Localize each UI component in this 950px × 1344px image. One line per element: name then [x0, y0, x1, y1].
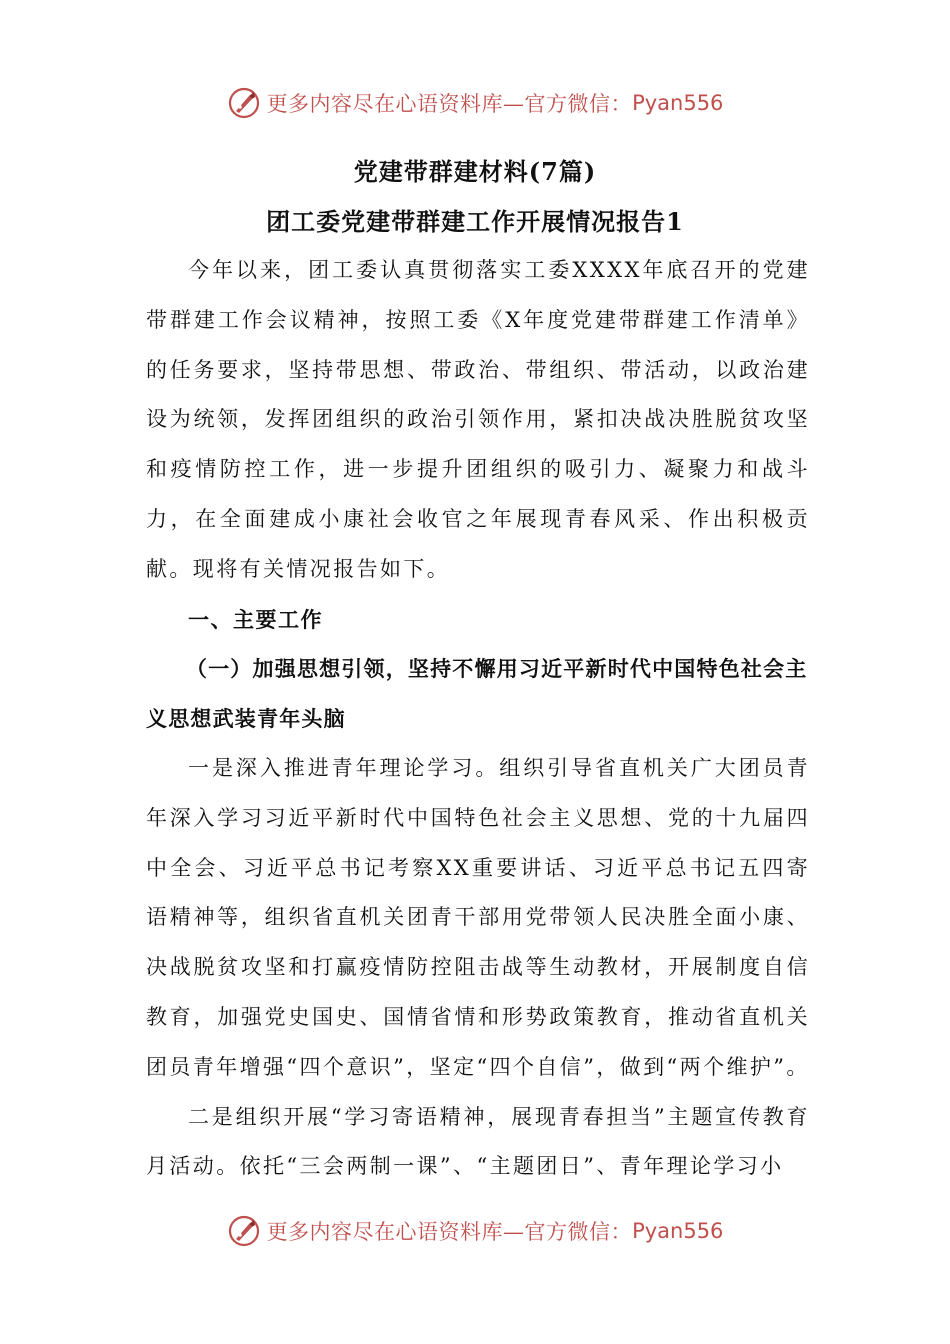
pen-nib-logo-icon [227, 86, 261, 120]
document-body [146, 246, 810, 1192]
document-title: 党建带群建材料(7篇) [353, 157, 597, 186]
subsection-heading-ideology: （一）加强思想引领，坚持不懈用习近平新时代中国特色社会主义思想武装青年头脑 [146, 656, 808, 732]
intro-paragraph: 今年以来，团工委认真贯彻落实工委XXXX年底召开的党建带群建工作会议精神，按照工委《X年度党建带群建工作清单》的任务要求，坚持带思想、带政治、带组织、带活动，以政治建设为统领，发挥团组织的政治引领作用，紧扣决战决胜脱贫攻坚和疫情防控工作，进一步提升团组织的吸引力、凝聚力和战斗力，在全面建成小康社会收官之年展现青春风采、作出积极贡献。现将有关情况报告如下。 [146, 258, 810, 581]
watermark-text: 更多内容尽在心语资料库—官方微信： [266, 1220, 633, 1244]
body-paragraph-education-month: 二是组织开展“学习寄语精神，展现青春担当”主题宣传教育月活动。依托“三会两制一课”、“主题团日”、青年理论学习小 [146, 1104, 810, 1179]
pen-nib-logo-icon [227, 1214, 261, 1248]
body-paragraph-theory-study: 一是深入推进青年理论学习。组织引导省直机关广大团员青年深入学习习近平新时代中国特色社会主义思想、党的十九届四中全会、习近平总书记考察XX重要讲话、习近平总书记五四寄语精神等，组织省直机关团青干部用党带领人民决胜全面小康、决战脱贫攻坚和打赢疫情防控阻击战等生动教材，开展制度自信教育，加强党史国史、国情省情和形势政策教育，推动省直机关团员青年增强“四个意识”，坚定“四个自信”，做到“两个维护”。 [146, 755, 810, 1079]
document-subtitle: 团工委党建带群建工作开展情况报告1 [266, 207, 684, 236]
watermark-wechat-id: Pyan556 [632, 91, 724, 115]
watermark-wechat-id: Pyan556 [632, 1219, 724, 1243]
section-heading-main-work: 一、主要工作 [188, 606, 323, 632]
watermark-text: 更多内容尽在心语资料库—官方微信： [266, 92, 633, 116]
footer-watermark-banner [0, 1211, 950, 1251]
header-watermark-banner [0, 83, 950, 123]
